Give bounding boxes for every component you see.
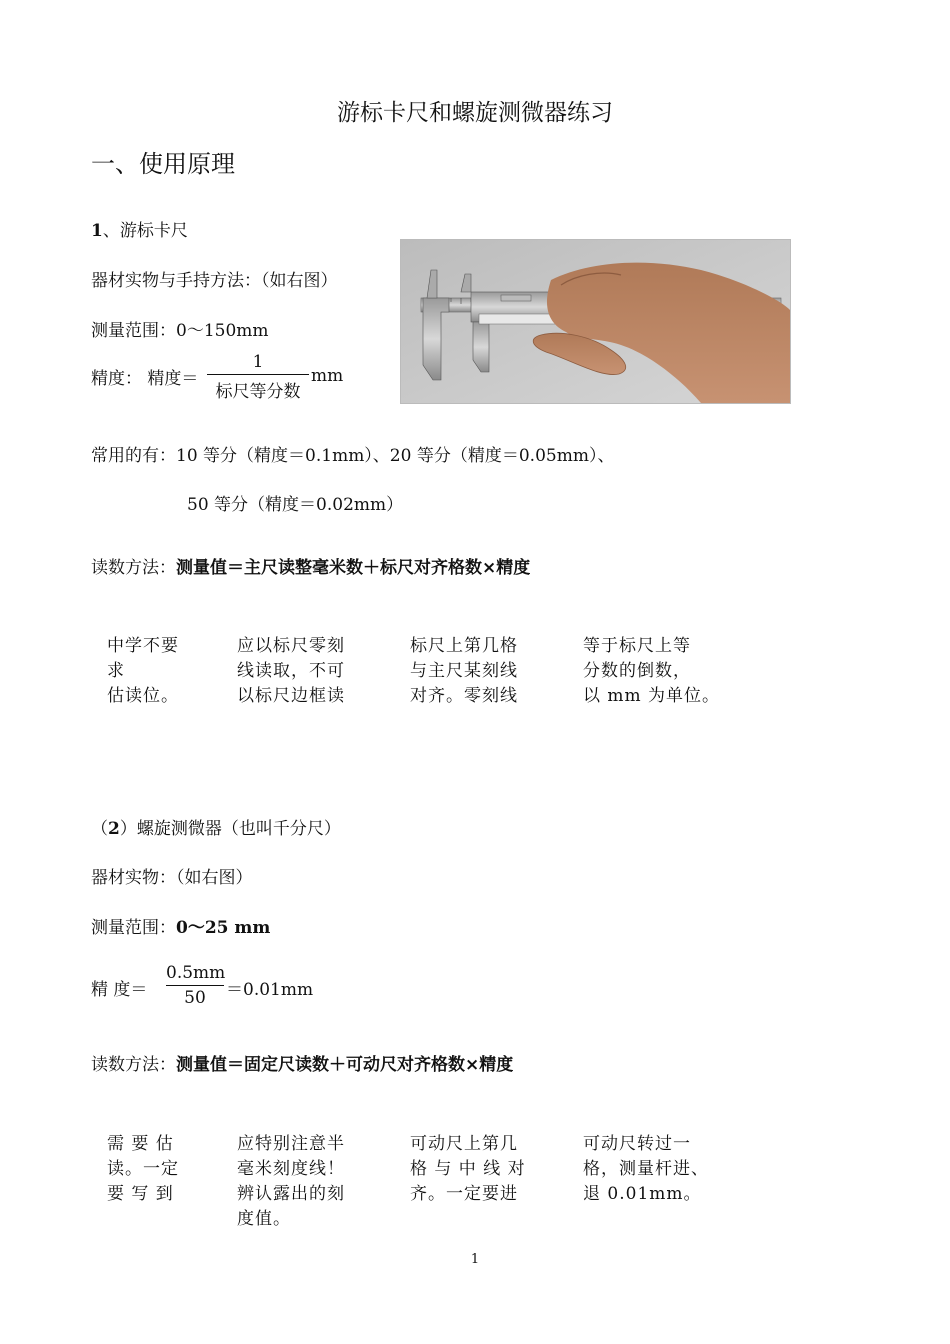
caliper-precision-unit: mm (311, 366, 344, 386)
note-line: 应以标尺零刻 (237, 636, 345, 656)
note-line: 求 (107, 661, 125, 681)
micrometer-precision-fraction (166, 963, 224, 1008)
note-line: 齐。一定要进 (410, 1184, 518, 1204)
note-line: 对齐。零刻线 (410, 686, 518, 706)
note-line: 毫米刻度线！ (237, 1159, 345, 1179)
micrometer-heading-text: ）螺旋测微器（也叫千分尺） (119, 819, 341, 839)
page-number: 1 (470, 1252, 480, 1267)
micrometer-heading-num: 2 (108, 819, 120, 839)
micrometer-range (91, 913, 270, 938)
note-line: 可动尺上第几 (410, 1134, 518, 1154)
micrometer-precision-result: ＝0.01mm (226, 980, 314, 1000)
note-line: 要 写 到 (107, 1184, 174, 1204)
reading-formula: 测量值＝固定尺读数＋可动尺对齐格数×精度 (176, 1055, 514, 1075)
fraction-numerator: 0.5mm (166, 963, 226, 983)
caliper-note-4 (583, 634, 720, 709)
note-line: 度值。 (237, 1209, 291, 1229)
micrometer-note-3 (410, 1132, 526, 1207)
fraction-bar (207, 374, 309, 375)
caliper-hand-illustration (401, 240, 790, 403)
micrometer-reading-method (91, 1050, 513, 1075)
caliper-precision-fraction (207, 352, 309, 402)
note-line: 以标尺边框读 (237, 686, 345, 706)
micrometer-note-4 (583, 1132, 709, 1207)
caliper-note-3 (410, 634, 518, 709)
caliper-heading-num: 1 (91, 221, 103, 241)
caliper-note-1 (107, 634, 179, 709)
note-line: 以 mm 为单位。 (583, 686, 721, 706)
section-heading: 一、使用原理 (91, 150, 235, 178)
fraction-denominator: 50 (184, 988, 206, 1008)
note-line: 格，测量杆进、 (583, 1159, 709, 1179)
caliper-range: 测量范围：0～150mm (91, 321, 269, 341)
note-line: 与主尺某刻线 (410, 661, 518, 681)
micrometer-note-1 (107, 1132, 179, 1207)
caliper-photo (400, 239, 791, 404)
reading-formula: 测量值＝主尺读整毫米数＋标尺对齐格数×精度 (176, 558, 531, 578)
reading-label: 读数方法： (91, 558, 176, 578)
note-line: 中学不要 (107, 636, 179, 656)
note-line: 格 与 中 线 对 (410, 1159, 526, 1179)
caliper-heading-text: 、游标卡尺 (102, 221, 188, 241)
note-line: 可动尺转过一 (583, 1134, 691, 1154)
note-line: 退 0.01mm。 (583, 1184, 702, 1204)
micrometer-note-2 (237, 1132, 345, 1232)
fraction-denominator: 标尺等分数 (215, 382, 301, 402)
reading-label: 读数方法： (91, 1055, 176, 1075)
range-value: 0～25 mm (176, 918, 271, 938)
note-line: 辨认露出的刻 (237, 1184, 345, 1204)
caliper-heading (91, 216, 188, 241)
caliper-equipment: 器材实物与手持方法：（如右图） (91, 271, 338, 291)
note-line: 估读位。 (107, 686, 179, 706)
note-line: 等于标尺上等 (583, 636, 691, 656)
fraction-bar (166, 985, 224, 986)
note-line: 应特别注意半 (237, 1134, 345, 1154)
note-line: 线读取，不可 (237, 661, 345, 681)
note-line: 需 要 估 (107, 1134, 174, 1154)
micrometer-heading (91, 814, 341, 839)
document-title: 游标卡尺和螺旋测微器练习 (337, 100, 613, 126)
caliper-note-2 (237, 634, 345, 709)
caliper-precision-label: 精度： 精度＝ (91, 369, 199, 389)
note-line: 标尺上第几格 (410, 636, 518, 656)
note-line: 分数的倒数， (583, 661, 691, 681)
range-label: 测量范围： (91, 918, 176, 938)
note-line: 读。一定 (107, 1159, 179, 1179)
caliper-common-line2: 50 等分（精度＝0.02mm） (187, 495, 404, 515)
heading-paren: （ (91, 819, 108, 839)
fraction-numerator: 1 (252, 352, 264, 372)
micrometer-equipment: 器材实物：（如右图） (91, 868, 253, 888)
caliper-reading-method (91, 553, 530, 578)
micrometer-precision-label: 精 度＝ (91, 980, 148, 1000)
caliper-common-line1: 常用的有：10 等分（精度＝0.1mm）、20 等分（精度＝0.05mm）、 (91, 446, 615, 466)
